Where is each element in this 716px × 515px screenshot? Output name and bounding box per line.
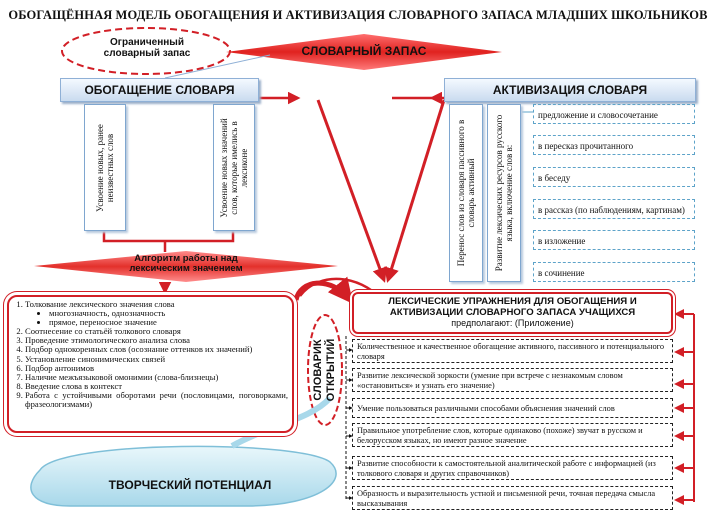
enrichment-box-new-words-text: Усвоение новых, ранее неизвестных слов [95, 123, 115, 212]
exercise-item: Развитие способности к самостоятельной аналитической работе с информацией (из толкового словаря и других справочников) [352, 456, 673, 480]
algorithm-label: Алгоритм работы над лексическим значением [129, 253, 243, 274]
algorithm-step: 3. Проведение этимологического анализа слова [25, 336, 288, 345]
activation-header: АКТИВИЗАЦИЯ СЛОВАРЯ [444, 78, 696, 102]
activation-box-resources-text: Развитие лексических ресурсов русского языка, включение слов в: [494, 114, 514, 272]
exercise-item: Умение пользоваться различными способами объяснения значений слов [352, 398, 673, 418]
algorithm-step: 9. Работа с устойчивыми оборотами речи (пословицами, поговорками, фразеологизмами) [25, 391, 288, 409]
algorithm-step: 2. Соотнесение со статьёй толкового словаря [25, 327, 288, 336]
lexical-exercises-box [352, 292, 673, 334]
enrichment-box-new-meanings-text: Усвоение новых значений слов, которые имелись в лексиконе [219, 117, 249, 218]
activation-item: предложение и словосочетание [533, 104, 695, 124]
exercise-item: Образность и выразительность устной и письменной речи, точная передача смысла высказывания [352, 486, 673, 510]
limited-vocab-label: Ограниченный словарный запас [103, 37, 191, 59]
arrow-enrich-to-lex [318, 100, 384, 280]
creative-potential-label: ТВОРЧЕСКИЙ ПОТЕНЦИАЛ [108, 478, 272, 492]
algorithm-substep: • прямое, переносное значение [49, 318, 288, 327]
activation-item: в рассказ (по наблюдениям, картинам) [533, 199, 695, 219]
enrichment-box-new-meanings [213, 104, 255, 231]
creative-ribbon [31, 446, 336, 506]
algorithm-step: 7. Наличие межъязыковой омонимии (слова-близнецы) [25, 373, 288, 382]
algorithm-step [25, 300, 288, 327]
exercise-item: Количественное и качественное обогащение активного, пассивного и потенциального словаря [352, 339, 673, 363]
page-title: ОБОГАЩЁННАЯ МОДЕЛЬ ОБОГАЩЕНИЯ И АКТИВИЗАЦИЯ СЛОВАРНОГО ЗАПАСА МЛАДШИХ ШКОЛЬНИКОВ [8, 8, 708, 22]
enrichment-box-new-words [84, 104, 126, 231]
algorithm-step: 5. Установление синонимических связей [25, 355, 288, 364]
lexical-subtitle: предполагают: (Приложение) [451, 318, 574, 328]
exercise-item: Развитие лексической зоркости (умение при встрече с незнакомым словом «остановиться» и узнать его значение) [352, 368, 673, 392]
algorithm-step: 8. Введение слова в контекст [25, 382, 288, 391]
discovery-label: СЛОВАРИК ОТКРЫТИЙ [312, 338, 337, 402]
algorithm-step-text: Толкование лексического значения слова [25, 299, 175, 309]
activation-box-transfer-text: Перенос слов из словаря пассивного в словарь активный [456, 119, 476, 267]
arrow-act-to-lex [388, 100, 444, 280]
algorithm-step: 6. Подбор антонимов [25, 364, 288, 373]
activation-item: в пересказ прочитанного [533, 135, 695, 155]
activation-box-resources [487, 104, 521, 282]
activation-item: в сочинение [533, 262, 695, 282]
activation-box-transfer [449, 104, 483, 282]
algorithm-steps-list [13, 300, 288, 409]
activation-item: в беседу [533, 167, 695, 187]
algorithm-steps-box [7, 295, 294, 433]
algorithm-step: 4. Подбор однокоренных слов (осознание оттенков их значений) [25, 345, 288, 354]
algorithm-substep: • многозначность, однозначность [49, 309, 288, 318]
enrichment-header: ОБОГАЩЕНИЕ СЛОВАРЯ [60, 78, 259, 102]
vocab-label: СЛОВАРНЫЙ ЗАПАС [301, 44, 427, 58]
lexical-title: ЛЕКСИЧЕСКИЕ УПРАЖНЕНИЯ ДЛЯ ОБОГАЩЕНИЯ И АКТИВИЗАЦИИ СЛОВАРНОГО ЗАПАСА УЧАЩИХСЯ [388, 296, 637, 318]
algorithm-substeps [25, 309, 288, 327]
exercise-item: Правильное употребление слов, которые одинаково (похоже) звучат в русском и белорусском языках, но имеют разное значение [352, 423, 673, 447]
activation-item: в изложение [533, 230, 695, 250]
